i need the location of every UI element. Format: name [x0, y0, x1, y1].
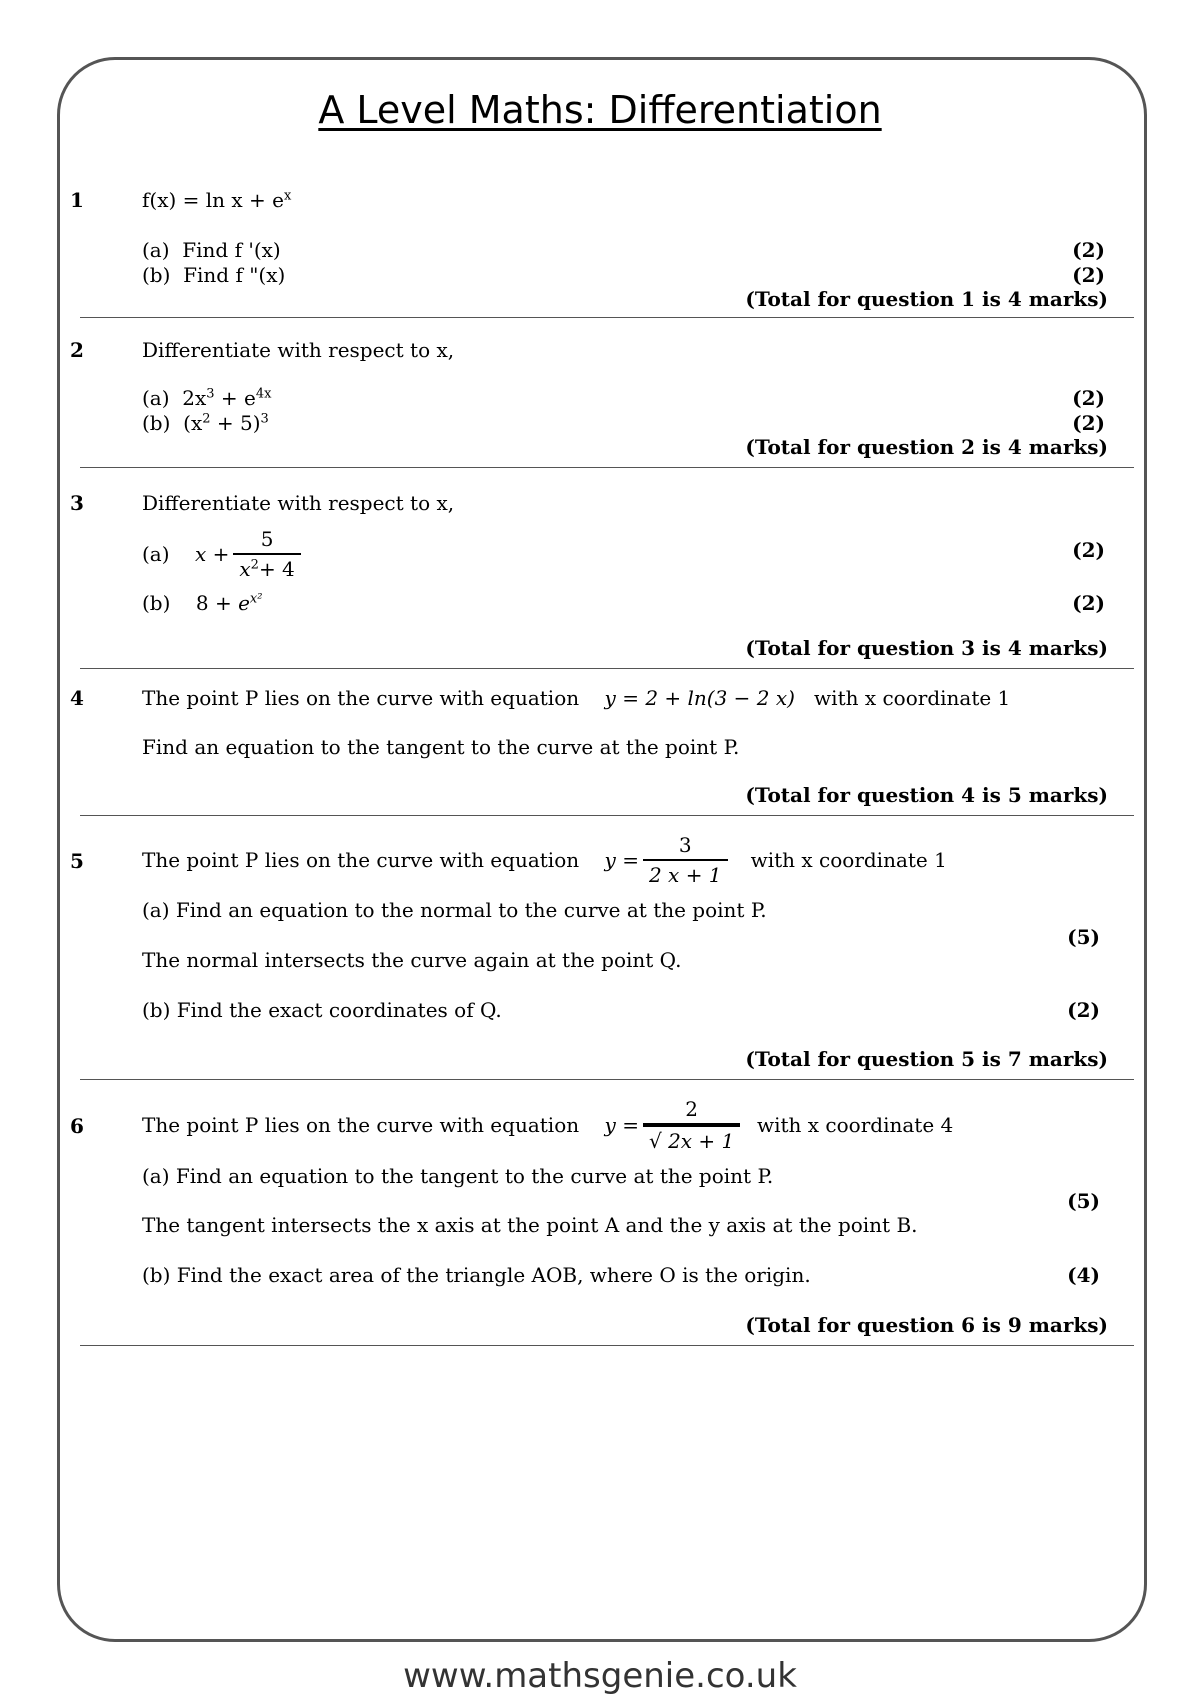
question-6-number: 6 — [70, 1114, 84, 1138]
divider — [80, 815, 1134, 816]
question-2b: (b) $(x^2 + 5)^3$ — [142, 411, 269, 435]
page-title: A Level Maths: Differentiation — [318, 88, 882, 132]
question-2-number: 2 — [70, 338, 84, 362]
divider — [80, 1079, 1134, 1080]
fraction: $\frac{3}{2 x + 1}$ — [643, 833, 728, 887]
question-5-total: (Total for question 5 is 7 marks) — [745, 1047, 1108, 1071]
question-6b: (b) Find the exact area of the triangle AOB, where O is the origin. — [142, 1263, 811, 1287]
question-3-number: 3 — [70, 491, 84, 515]
fraction: $\frac{5}{x^2+ 4}$ — [233, 527, 300, 581]
question-2a-marks: (2) — [1072, 386, 1105, 410]
question-5a: (a) Find an equation to the normal to the curve at the point P. — [142, 898, 767, 922]
question-2a: (a) $2x^3 + e^{4x}$ — [142, 386, 272, 410]
question-3a: (a) x + $\frac{5}{x^2+ 4}$ — [142, 527, 305, 581]
exponent-x: x — [283, 188, 292, 204]
exponent-x-squared: x² — [249, 591, 263, 607]
question-4-number: 4 — [70, 686, 84, 710]
question-5-number: 5 — [70, 849, 84, 873]
question-3b: (b) $8 + e^{x^2}$ — [142, 591, 263, 615]
exponent-3: 3 — [206, 386, 215, 402]
question-3b-marks: (2) — [1072, 591, 1105, 615]
question-3-total: (Total for question 3 is 4 marks) — [745, 636, 1108, 660]
question-1-stem: $f(x) = \ln x + e^x$ — [142, 188, 292, 212]
question-5b: (b) Find the exact coordinates of Q. — [142, 998, 502, 1022]
question-5a-marks: (5) — [1067, 925, 1100, 949]
question-4-stem: The point P lies on the curve with equation y = 2 + ln(3 − 2 x) with x coordinate 1 — [142, 686, 1011, 710]
fraction: $\frac{2}{√ 2x + 1}$ — [643, 1097, 740, 1153]
question-1b-marks: (2) — [1072, 263, 1105, 287]
question-3a-marks: (2) — [1072, 538, 1105, 562]
question-4-line2: Find an equation to the tangent to the curve at the point P. — [142, 735, 740, 759]
exponent-3: 3 — [260, 411, 269, 427]
question-6-total: (Total for question 6 is 9 marks) — [745, 1313, 1108, 1337]
question-6a: (a) Find an equation to the tangent to the curve at the point P. — [142, 1164, 774, 1188]
question-1-total: (Total for question 1 is 4 marks) — [745, 287, 1108, 311]
question-6a-marks: (5) — [1067, 1189, 1100, 1213]
question-6-stem: The point P lies on the curve with equation y = $\frac{2}{√ 2x + 1}$ with x coordinate 4 — [142, 1097, 954, 1153]
question-5-stem: The point P lies on the curve with equation y = $\frac{3}{2 x + 1}$ with x coordinate 1 — [142, 833, 947, 887]
equation: y = 2 + ln(3 − 2 x) — [604, 686, 795, 710]
question-2b-marks: (2) — [1072, 411, 1105, 435]
question-1a: (a) Find f '(x) — [142, 238, 281, 262]
question-3-stem: Differentiate with respect to x, — [142, 491, 455, 515]
question-1b: (b) Find f "(x) — [142, 263, 286, 287]
divider — [80, 467, 1134, 468]
question-4-total: (Total for question 4 is 5 marks) — [745, 783, 1108, 807]
question-1-number: 1 — [70, 188, 84, 212]
question-5b-marks: (2) — [1067, 998, 1100, 1022]
question-5-line3: The normal intersects the curve again at the point Q. — [142, 948, 682, 972]
divider — [80, 317, 1134, 318]
divider — [80, 668, 1134, 669]
exponent-4x: 4x — [255, 386, 272, 402]
footer-website: www.mathsgenie.co.uk — [403, 1656, 797, 1696]
question-1a-marks: (2) — [1072, 238, 1105, 262]
divider — [80, 1345, 1134, 1346]
question-2-stem: Differentiate with respect to x, — [142, 338, 455, 362]
question-2-total: (Total for question 2 is 4 marks) — [745, 435, 1108, 459]
exponent-2: 2 — [202, 411, 211, 427]
question-6b-marks: (4) — [1067, 1263, 1100, 1287]
question-6-line3: The tangent intersects the x axis at the point A and the y axis at the point B. — [142, 1213, 918, 1237]
